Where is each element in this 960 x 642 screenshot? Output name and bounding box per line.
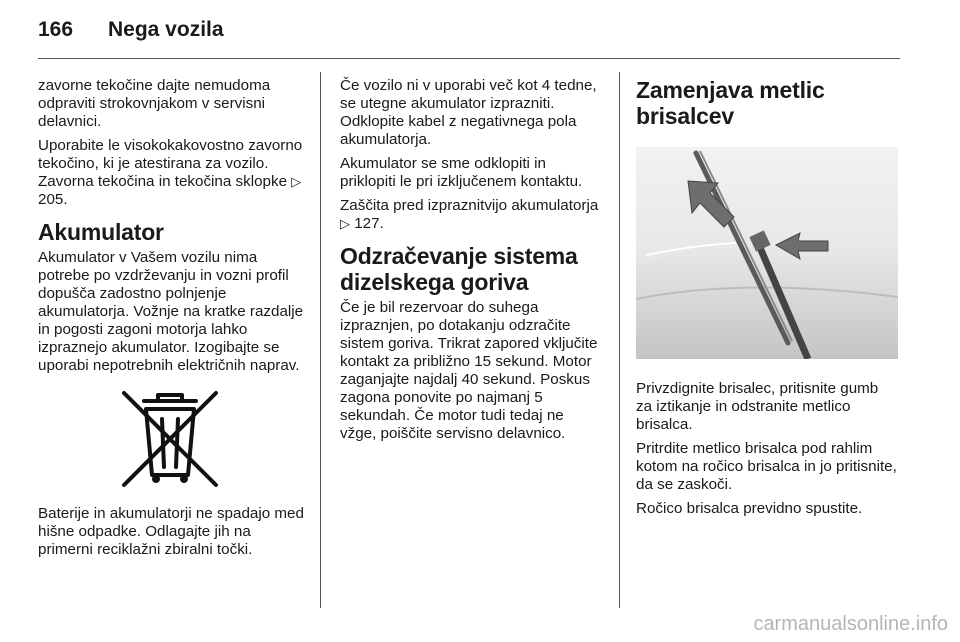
column-2 xyxy=(340,77,604,449)
section-heading-fuel-bleeding: Odzračevanje sistema dizelskega goriva xyxy=(340,243,578,295)
page-reference-link[interactable]: 127. xyxy=(354,215,384,232)
column-3 xyxy=(636,77,898,524)
page-header xyxy=(38,18,224,42)
wiper-blade-photo xyxy=(636,147,898,359)
header-rule xyxy=(38,58,900,59)
brake-fluid-quality-text: Uporabite le visokokakovostno zavorno tekočino, ki je atestirana za vozilo. Zavorna tekočina in tekočina sklopke ▷ 205. xyxy=(38,137,303,208)
column-divider-1 xyxy=(320,72,321,608)
column-divider-2 xyxy=(619,72,620,608)
page-number: 166 xyxy=(38,18,74,41)
wiper-lower-text: Ročico brisalca previdno spustite. xyxy=(636,500,863,517)
cross-reference-arrow-icon: ▷ xyxy=(291,174,302,189)
watermark: carmanualsonline.info xyxy=(753,613,948,635)
fuel-bleeding-text: Če je bil rezervoar do suhega izpraznjen, po dotakanju odzračite sistem goriva. Trikrat zapored vključite kontakt za približno 15 sekund. Motor zaganjajte najdalj 40 sekund. Poskus zagona ponovite po najmanj 5 sekundah. Če motor tudi tedaj ne vžge, poiščite servisno delavnico. xyxy=(340,299,598,442)
page-reference-link[interactable]: 205. xyxy=(38,191,68,208)
page-title: Nega vozila xyxy=(108,18,224,41)
cross-reference-arrow-icon: ▷ xyxy=(340,216,350,231)
battery-disposal-text: Baterije in akumulatorji ne spadajo med hišne odpadke. Odlagajte jih na primerni reciklažni zbiralni točki. xyxy=(38,505,304,558)
section-heading-battery: Akumulator xyxy=(38,219,164,245)
section-heading-wiper-blades: Zamenjava metlic brisalcev xyxy=(636,77,825,129)
battery-contact-text: Akumulator se sme odklopiti in priklopiti le pri izključenem kontaktu. xyxy=(340,155,583,190)
column-1 xyxy=(38,77,308,565)
wiper-remove-text: Privzdignite brisalec, pritisnite gumb za iztikanje in odstranite metlico brisalca. xyxy=(636,380,879,433)
crossed-bin-icon xyxy=(118,389,222,489)
brake-fluid-text: zavorne tekočine dajte nemudoma odpraviti strokovnjakom v servisni delavnici. xyxy=(38,77,271,130)
wiper-attach-text: Pritrdite metlico brisalca pod rahlim kotom na ročico brisalca in jo pritisnite, da se zaskoči. xyxy=(636,440,897,493)
battery-text: Akumulator v Vašem vozilu nima potrebe po vzdrževanju in vozni profil dopušča zadostno polnjenje akumulatorja. Vožnje na kratke razdalje in pogosti zagoni motorja lahko izpraznejo akumulator. Izogibajte se uporabi nepotrebnih električnih naprav. xyxy=(38,249,304,374)
discharge-protection-text: Zaščita pred izpraznitvijo akumulatorja ▷ 127. xyxy=(340,197,599,232)
battery-disconnect-text: Če vozilo ni v uporabi več kot 4 tedne, se utegne akumulator izprazniti. Odklopite kabel z negativnega pola akumulatorja. xyxy=(340,77,597,148)
